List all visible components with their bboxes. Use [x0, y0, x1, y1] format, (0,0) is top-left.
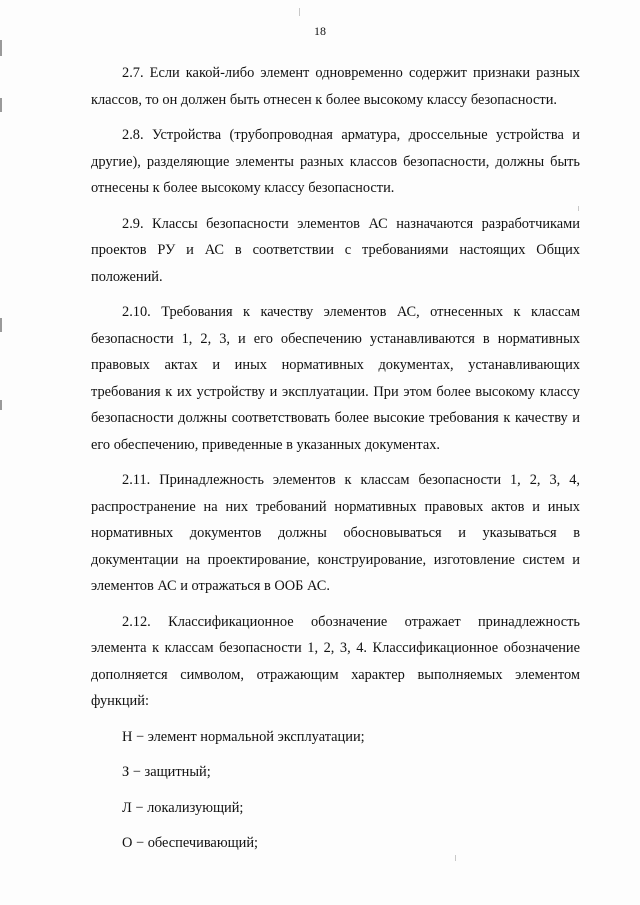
- clause-2-8: 2.8. Устройства (трубопроводная арматура, дроссельные устройства и другие), разделяющие элементы разных классов безопасности, должны быть отнесены к более высокому классу безопасности.: [91, 127, 580, 196]
- scan-edge-mark: [0, 98, 2, 112]
- page-number: 18: [314, 24, 326, 38]
- function-symbol-list: [91, 724, 580, 857]
- clause-2-7: 2.7. Если какой-либо элемент одновременно содержит признаки разных классов, то он должен быть отнесен к более высокому классу безопасности.: [91, 65, 580, 108]
- list-item: З − защитный;: [122, 764, 211, 780]
- scan-speck: [299, 8, 300, 16]
- list-item: Л − локализующий;: [122, 799, 244, 816]
- list-item: О − обеспечивающий;: [122, 835, 259, 851]
- clause-2-12: 2.12. Классификационное обозначение отражает принадлежность элемента к классам безопасности 1, 2, 3, 4. Классификационное обозначение дополняется символом, отражающим характер выполняемых элементом функций:: [91, 613, 580, 709]
- page-body: [91, 60, 580, 866]
- scan-edge-mark: [0, 400, 2, 410]
- clause-2-11: 2.11. Принадлежность элементов к классам безопасности 1, 2, 3, 4, распространение на них требований нормативных правовых актов и иных нормативных документов должны обосновываться и указываться в документации на проектирование, конструирование, изготовление систем и элементов АС и отражаться в ООБ АС.: [91, 472, 580, 594]
- scan-edge-mark: [0, 318, 2, 332]
- list-item: Н − элемент нормальной эксплуатации;: [122, 728, 365, 745]
- clause-2-10: 2.10. Требования к качеству элементов АС, отнесенных к классам безопасности 1, 2, 3, и его обеспечению устанавливаются в нормативных правовых актах и иных нормативных документах, устанавливающих требования к их устройству и эксплуатации. При этом более высокому классу безопасности должны соответствовать более высокие требования к качеству и его обеспечению, приведенные в указанных документах.: [91, 304, 580, 453]
- scan-edge-mark: [0, 40, 2, 56]
- clause-2-9: 2.9. Классы безопасности элементов АС назначаются разработчиками проектов РУ и АС в соответствии с требованиями настоящих Общих положений.: [91, 215, 580, 285]
